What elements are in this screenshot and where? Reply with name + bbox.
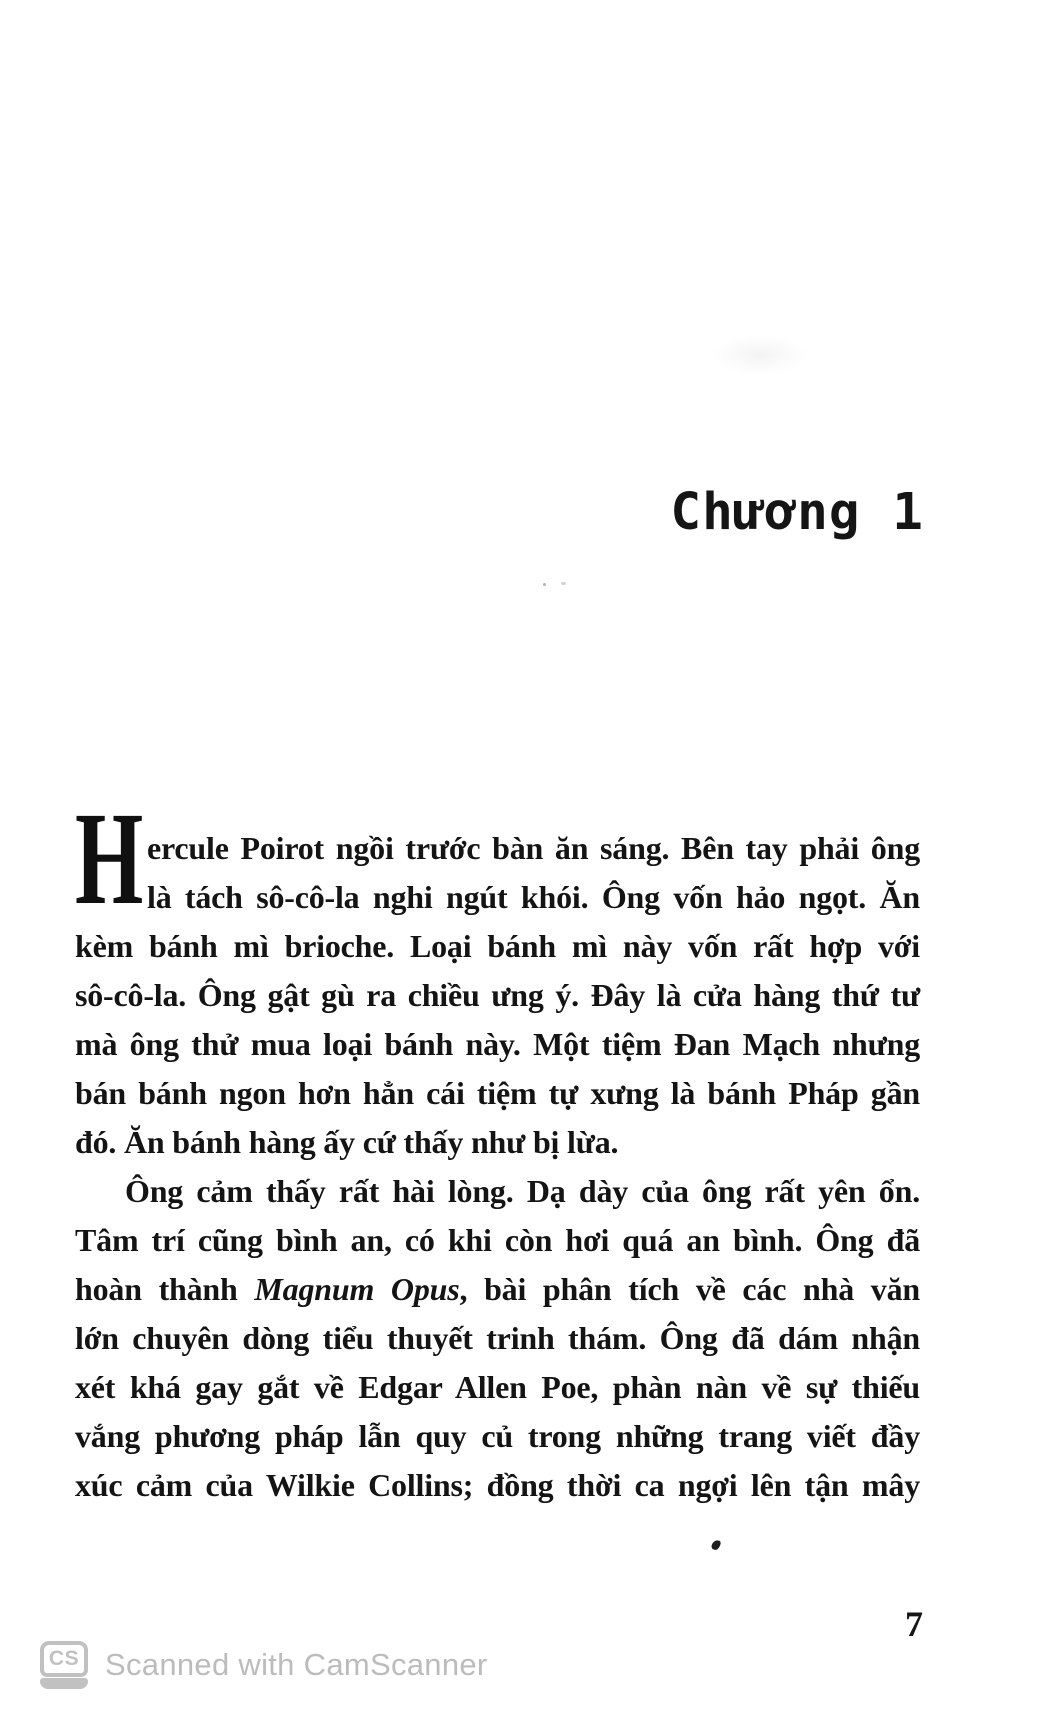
text-line: lớn chuyên dòng tiểu thuyết trinh thám. Ông đã dám nhận: [75, 1320, 920, 1356]
scan-artifact-tick: [711, 1539, 722, 1551]
text-line: vắng phương pháp lẫn quy củ trong những trang viết đầy: [75, 1418, 920, 1454]
camscanner-logo-icon: [40, 1641, 88, 1689]
book-title-italic: Magnum Opus: [254, 1271, 460, 1307]
scan-speck: [543, 583, 546, 586]
watermark-label: Scanned with CamScanner: [105, 1647, 488, 1682]
text-line: sô-cô-la. Ông gật gù ra chiều ưng ý. Đây là cửa hàng thứ tư: [75, 977, 920, 1013]
body-text-block: [75, 784, 920, 1510]
paragraph: [75, 1167, 920, 1510]
text-line: ercule Poirot ngồi trước bàn ăn sáng. Bên tay phải ông: [147, 830, 920, 866]
page-number: 7: [905, 1604, 923, 1644]
chapter-heading: Chương 1: [670, 483, 924, 542]
text-line: xúc cảm của Wilkie Collins; đồng thời ca ngợi lên tận mây: [75, 1467, 920, 1503]
text-line: là tách sô-cô-la nghi ngút khói. Ông vốn hảo ngọt. Ăn: [147, 879, 920, 915]
text-line: Tâm trí cũng bình an, có khi còn hơi quá an bình. Ông đã: [75, 1222, 920, 1258]
text-line: đó. Ăn bánh hàng ấy cứ thấy như bị lừa.: [75, 1124, 619, 1160]
text-line: xét khá gay gắt về Edgar Allen Poe, phàn nàn về sự thiếu: [75, 1369, 920, 1405]
text-segment: , bài phân tích về các nhà văn: [459, 1271, 920, 1307]
text-line: Ông cảm thấy rất hài lòng. Dạ dày của ông rất yên ổn.: [125, 1173, 920, 1209]
text-line: mà ông thử mua loại bánh này. Một tiệm Đan Mạch nhưng: [75, 1026, 920, 1062]
scan-smudge: [700, 330, 820, 380]
text-line: [75, 1265, 920, 1314]
camscanner-logo-bar: [40, 1678, 88, 1689]
text-line: bán bánh ngon hơn hẳn cái tiệm tự xưng là bánh Pháp gần: [75, 1075, 920, 1111]
text-segment: hoàn thành: [75, 1271, 255, 1307]
camscanner-logo-text: CS: [40, 1641, 88, 1677]
text-line: kèm bánh mì brioche. Loại bánh mì này vốn rất hợp với: [75, 928, 920, 964]
drop-cap: H: [75, 784, 144, 932]
paragraph: [75, 824, 920, 1167]
scan-speck: [561, 582, 566, 585]
camscanner-watermark: [40, 1641, 488, 1689]
